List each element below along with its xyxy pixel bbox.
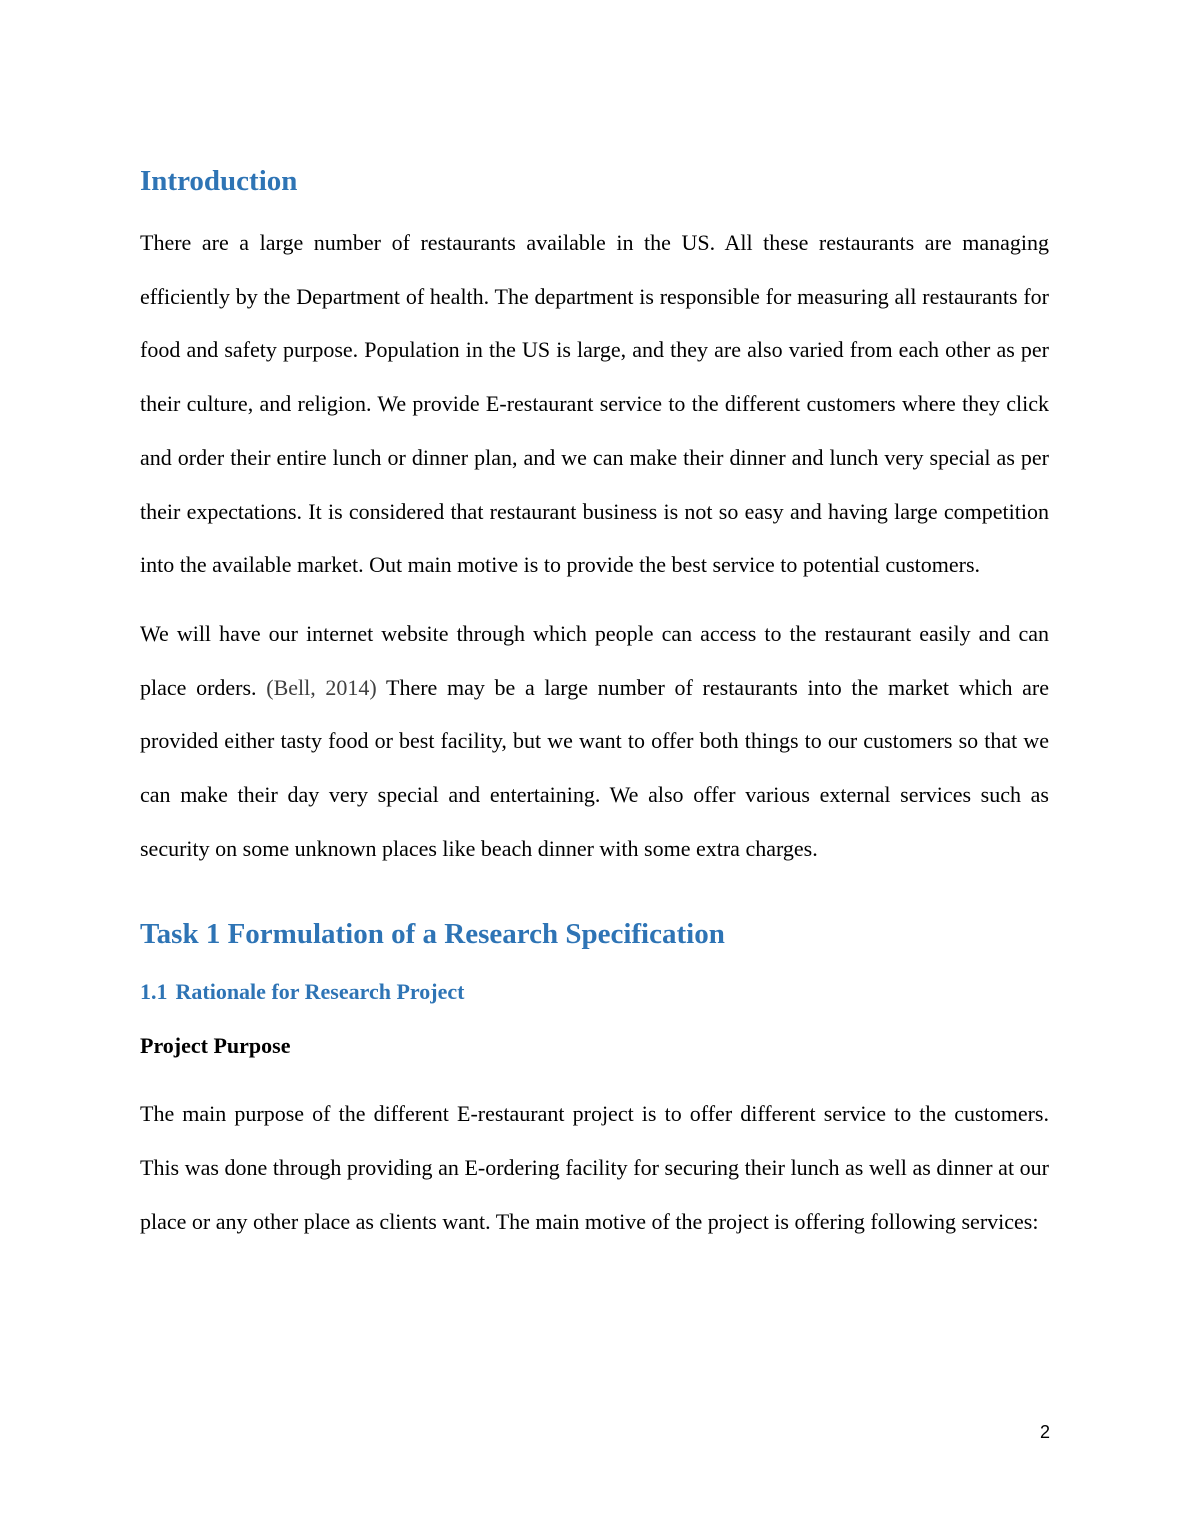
citation-bell-2014: (Bell, 2014): [266, 674, 377, 700]
section-1-1-heading: [140, 977, 1049, 1007]
task-1-heading: Task 1 Formulation of a Research Specification: [140, 918, 725, 951]
intro-paragraph-2-text-before: We will have our internet website through which people can access to the restaurant easily and can place orders.: [140, 620, 1049, 700]
section-title: Rationale for Research Project: [175, 979, 465, 1005]
page-content: [140, 160, 1049, 1264]
intro-paragraph-2: [140, 607, 1049, 876]
section-number: 1.1: [140, 979, 168, 1005]
introduction-heading: Introduction: [140, 165, 298, 197]
page-number: 2: [1039, 1422, 1050, 1442]
intro-paragraph-2-text-after: There may be a large number of restaurants into the market which are provided either tasty food or best facility, but we want to offer both things to our customers so that we can make their day very special and entertaining. We also offer various external services such as security on some unknown places like beach dinner with some extra charges.: [140, 674, 1050, 861]
project-purpose-paragraph: The main purpose of the different E-restaurant project is to offer different service to the customers. This was done through providing an E-ordering facility for securing their lunch as well as dinner at our place or any other place as clients want. The main motive of the project is offering following services:: [140, 1101, 1049, 1234]
project-purpose-heading: Project Purpose: [140, 1033, 291, 1059]
intro-paragraph-1: There are a large number of restaurants available in the US. All these restaurants are managing efficiently by the Department of health. The department is responsible for measuring all restaurants for food and safety purpose. Population in the US is large, and they are also varied from each other as per their culture, and religion. We provide E-restaurant service to the different customers where they click and order their entire lunch or dinner plan, and we can make their dinner and lunch very special as per their expectations. It is considered that restaurant business is not so easy and having large competition into the available market. Out main motive is to provide the best service to potential customers.: [140, 230, 1049, 578]
